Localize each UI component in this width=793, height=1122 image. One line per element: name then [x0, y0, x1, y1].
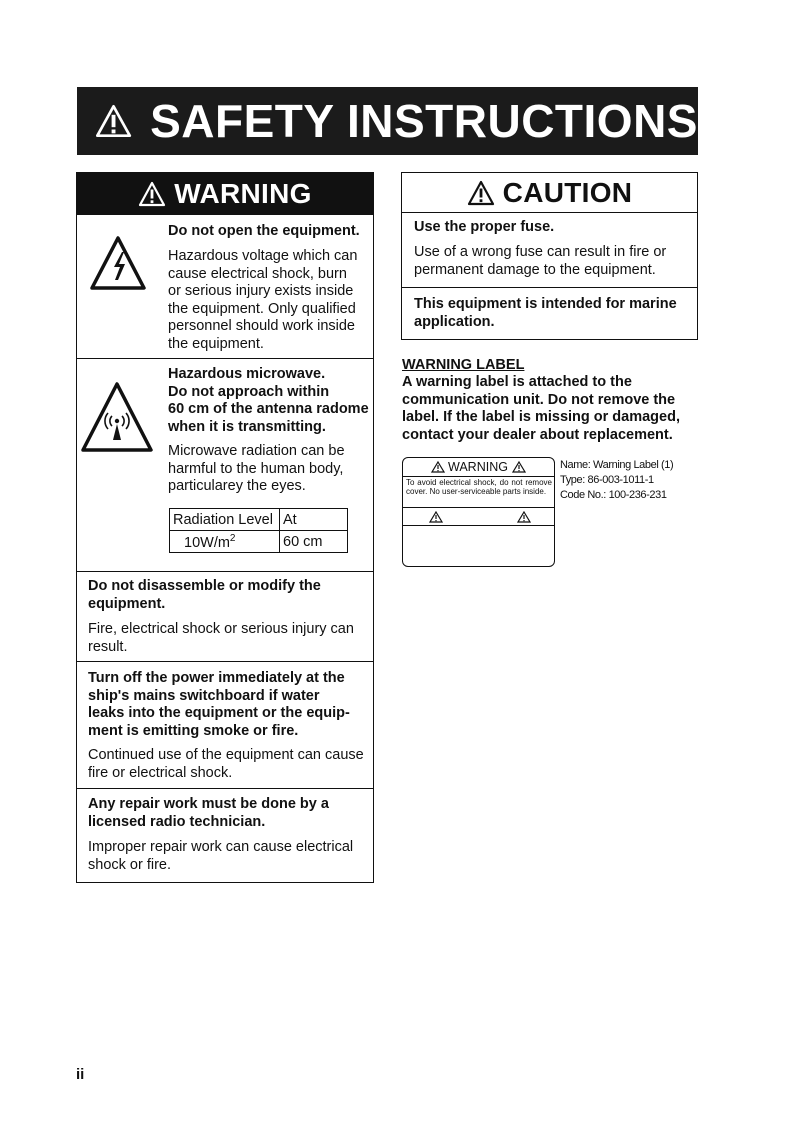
divider: [77, 661, 373, 662]
s1-heading: Do not open the equipment.: [168, 223, 360, 239]
caution-title: CAUTION: [502, 177, 633, 208]
warning-triangle-icon: [431, 461, 445, 473]
label-text: To avoid electrical shock, do not remove cover. No user-serviceable parts inside.: [406, 478, 552, 496]
s2-body: Microwave radiation can be harmful to the human body, particularey the eyes.: [168, 443, 345, 494]
divider: [403, 507, 554, 508]
s1-body: Hazardous voltage which can cause electrical shock, burn or serious injury exists inside the equipment. Only qualified personnel should work inside the equipment.: [168, 248, 358, 352]
s4-body: Continued use of the equipment can cause fire or electrical shock.: [88, 747, 364, 781]
page-title: SAFETY INSTRUCTIONS: [150, 95, 698, 147]
warning-triangle-icon: [512, 461, 526, 473]
divider: [402, 212, 697, 213]
label-header: [403, 458, 554, 476]
warning-label-body: A warning label is attached to the communication unit. Do not remove the label. If the label is missing or damaged, contact your dealer about replacement.: [402, 374, 680, 443]
caution-s1-body: Use of a wrong fuse can result in fire or permanent damage to the equipment.: [414, 244, 667, 278]
warning-triangle-icon: [517, 511, 531, 523]
divider: [77, 788, 373, 789]
page-number: ii: [76, 1066, 85, 1083]
table-header-cell: Radiation Level: [170, 509, 280, 531]
divider: [403, 525, 554, 526]
header-banner: [77, 87, 698, 155]
s2-heading: Hazardous microwave. Do not approach within 60 cm of the antenna radome when it is transmitting.: [168, 366, 369, 435]
warning-label-sample: [402, 457, 555, 567]
caution-s1-heading: Use the proper fuse.: [414, 219, 555, 235]
caution-box: [401, 172, 698, 340]
table-cell: $10W/m^2$: [170, 531, 280, 553]
table-header-cell: At: [280, 509, 348, 531]
divider: [77, 571, 373, 572]
divider: [403, 476, 554, 477]
label-title: WARNING: [448, 460, 508, 474]
divider: [77, 358, 373, 359]
table-cell: 60 cm: [280, 531, 348, 553]
caution-s2-heading: This equipment is intended for marine application.: [414, 296, 677, 330]
warning-triangle-icon: [138, 181, 166, 207]
warning-title: WARNING: [174, 178, 312, 209]
s3-heading: Do not disassemble or modify the equipment.: [88, 578, 321, 612]
microwave-radiation-icon: [81, 380, 153, 452]
caution-header: [402, 173, 697, 213]
s5-heading: Any repair work must be done by a licensed radio technician.: [88, 796, 329, 830]
s5-body: Improper repair work can cause electrical shock or fire.: [88, 839, 354, 873]
label-name: Name: Warning Label (1): [560, 459, 674, 471]
table-row: [170, 531, 348, 553]
warning-label-heading: WARNING LABEL: [402, 357, 525, 373]
label-code: Code No.: 100-236-231: [560, 489, 667, 501]
electric-shock-icon: [89, 235, 147, 291]
warning-triangle-icon: [429, 511, 443, 523]
s3-body: Fire, electrical shock or serious injury can result.: [88, 621, 354, 655]
warning-box: [76, 172, 374, 883]
s4-heading: Turn off the power immediately at the ship's mains switchboard if water leaks into the equipment or the equip- ment is emitting smoke or fire.: [88, 670, 350, 739]
label-type: Type: 86-003-1011-1: [560, 474, 654, 486]
warning-header: [77, 173, 373, 215]
warning-triangle-icon: [95, 99, 132, 143]
warning-triangle-icon: [467, 180, 495, 206]
radiation-table: [169, 508, 348, 553]
table-row: [170, 509, 348, 531]
divider: [402, 287, 697, 288]
